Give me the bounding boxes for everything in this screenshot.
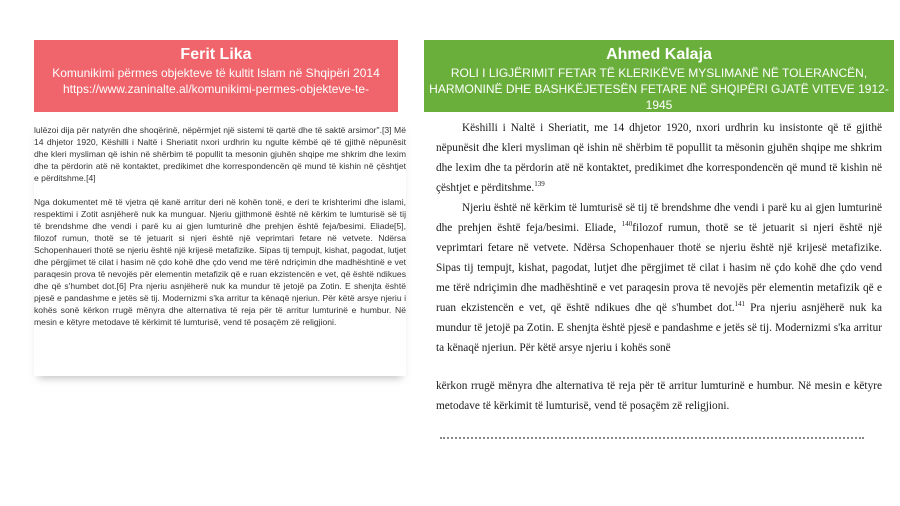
left-document-excerpt bbox=[34, 124, 406, 376]
right-thesis-title-line1: ROLI I LIGJËRIMIT FETAR TË KLERIKËVE MYSLIMANË NË TOLERANCËN, bbox=[450, 66, 868, 80]
right-author-name: Ahmed Kalaja bbox=[606, 46, 712, 63]
right-paragraph-3: kërkon rrugë mënyra dhe alternativa të reja për të arritur lumturinë e humbur. Në mesin e këtyre metodave të kërkimit të lumturisë, vend të posaçëm zë religjioni. bbox=[436, 380, 882, 412]
left-article-url: https://www.zaninalte.al/komunikimi-permes-objekteve-te- bbox=[62, 82, 370, 96]
left-source-header bbox=[34, 40, 398, 112]
left-author-name: Ferit Lika bbox=[180, 46, 252, 63]
right-paragraph-1 bbox=[424, 118, 898, 198]
right-paragraph-2 bbox=[424, 198, 898, 358]
right-thesis-title-line2: HARMONINË DHE BASHKËJETESËN FETARE NË SHQIPËRI GJATË VITEVE 1912-1945 bbox=[429, 82, 889, 112]
right-source-header bbox=[424, 40, 894, 112]
right-paragraph-2-text-b: filozof rumun, thotë se të jetuarit si njeri është një veprimtari fetare në vetvete. Ndërsa Schopenhauer thotë se njeriu është një krijesë metafizike. Sipas tij tempujt, kishat, pagodat, lutjet dhe përgjimet të cilat i hasim në çdo kohë dhe çdo vend me tërë ndriçimin dhe madhështinë e vet paraqesin prova të nevojës për elementin metafizik që e ruan ekzistencën e vet, që është ndikues dhe që s'humbet dot. bbox=[436, 222, 882, 314]
right-paragraph-2-text-c: Pra njeriu asnjëherë nuk ka mundur të jetojë pa Zotin. E shenjta është pjesë e pandashme e jetës së tij. Modernizmi s'ka arritur ta kënaqë njeriun. Për këtë arsye njeriu i kohës sonë bbox=[436, 302, 882, 354]
left-paragraph-2: Nga dokumentet më të vjetra që kanë arritur deri në kohën tonë, e deri te krishterimi dhe islami, respektimi i Zotit asnjëherë nuk ka munguar. Njeriu gjithmonë është në kërkim te lumturisë së tij të brendshme dhe vendi i parë ku ai gjen lumturinë dhe prehjen është feja/besimi. Eliade[5], filozof rumun, thotë se të jetuarit si njeri është një veprimtari fetare në vetvete. Ndërsa Schopenhaueri thotë se njeriu është një krijesë metafizike. Sipas tij tempujt, kishat, pagodat, lutjet dhe përgjimet të cilat i hasim në çdo kohë dhe çdo vend me tërë ndriçimin dhe madhështinë e vet paraqesin prova të nevojës për elementin metafizik që e ruan ekzistencën e vet, që është ndikues dhe që s'humbet dot.[6] Pra njeriu asnjëherë nuk ka mundur të jetojë pa Zotin. E shenjta është pjesë e pandashme e jetës së tij. Modernizmi s'ka arritur ta kënaqë njeriun. Për këtë arsye njeriu i kohës sonë kërkon rrugë mënyra dhe alternativa të reja për të arritur lumturinë e humbur. Në mesin e këtyre metodave të kërkimit të lumturisë, vend të posaçëm zë religjioni. bbox=[34, 197, 406, 327]
right-document-excerpt bbox=[424, 118, 898, 454]
right-paragraph-1-text: Këshilli i Naltë i Sheriatit, me 14 dhjetor 1920, nxori urdhrin ku insistonte që të gjithë nëpunësit dhe kleri mysliman që ishin në shërbim të popullit ta mësonin gjuhën shqipe me shkrim dhe lexim dhe ta përdorin atë në kontaktet, predikimet dhe korrespondencën që mund të kishin në çështjet e përditshme. bbox=[436, 122, 882, 194]
left-article-title: Komunikimi përmes objekteve të kultit Islam në Shqipëri 2014 bbox=[52, 66, 380, 80]
footnote-ref-139: 139 bbox=[534, 180, 545, 189]
right-paragraph-2-text-a: Njeriu është në kërkim të lumturisë së tij të brendshme dhe vendi i parë ku ai gjen lumturinë dhe prehjen është feja/besimi. Eliade, bbox=[436, 202, 882, 234]
left-paragraph-1: lulëzoi dija për natyrën dhe shoqërinë, nëpërmjet një sistemi të qartë dhe të saktë arsimor".[3] Më 14 dhjetor 1920, Këshilli i Naltë i Sheriatit nxori urdhrin ku ngulte këmbë që të gjithë nëpunësit dhe kleri mysliman që ishin në shërbim të popullit ta mesonin gjuhën shqipe me shkrim dhe lexim dhe ta përdorin atë në kontaktet, predikimet dhe korrespondencën që mund të kishin në çështjet e përditshme.[4] bbox=[34, 125, 406, 183]
footnote-ref-140: 140 bbox=[621, 220, 633, 229]
footnote-ref-141: 141 bbox=[734, 300, 746, 309]
cropped-text-edge bbox=[424, 434, 894, 444]
